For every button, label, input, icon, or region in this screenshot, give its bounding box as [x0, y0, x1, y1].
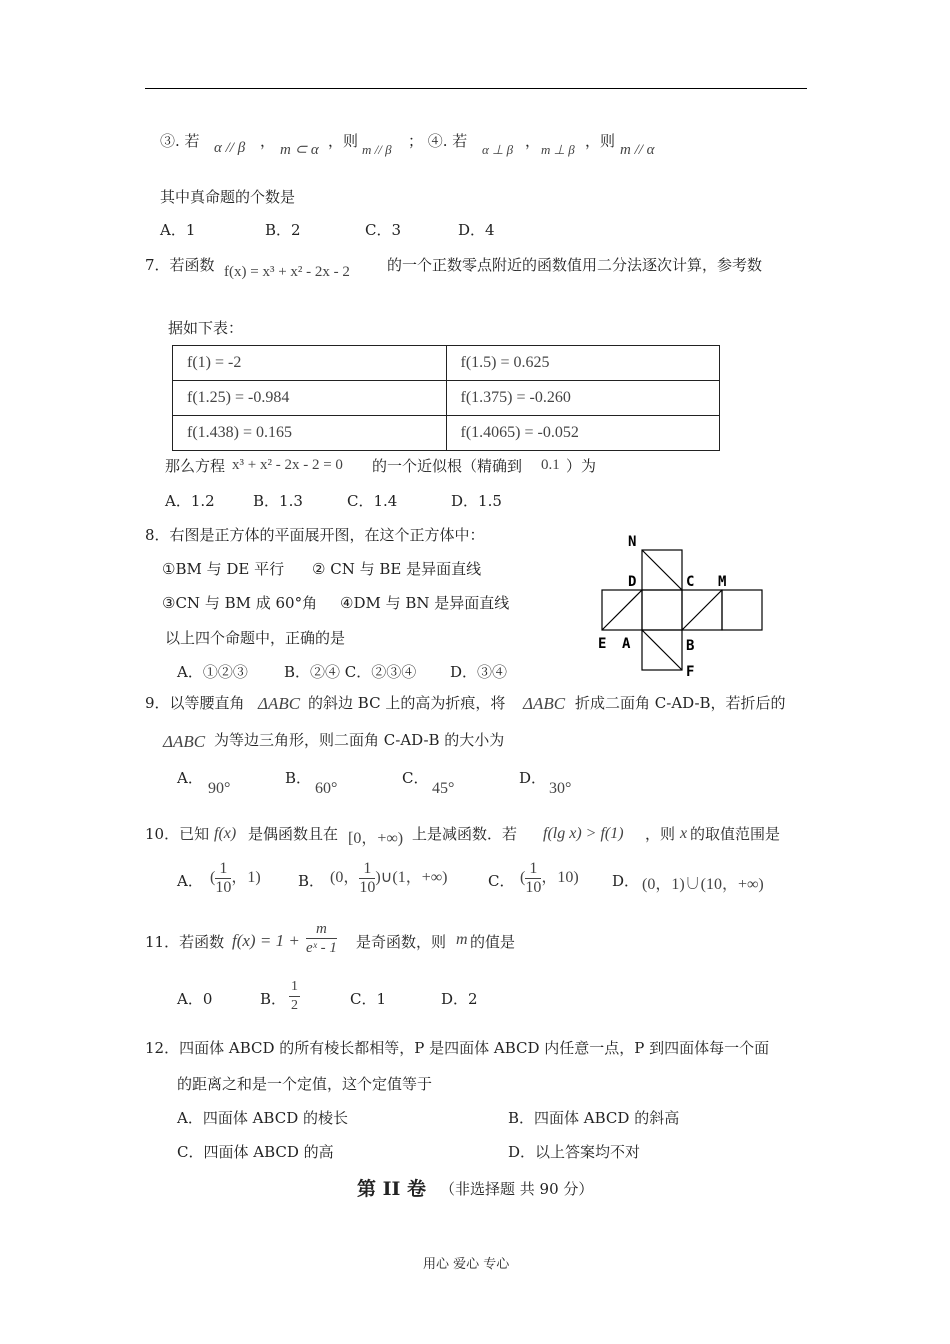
header-rule [145, 88, 807, 89]
q6-sep-2: ，则 [328, 132, 359, 150]
q9-c: 折成二面角 C-AD-B，若折后的 [575, 694, 786, 712]
fraction-denominator: 10 [359, 879, 376, 896]
q10-option-a [210, 860, 261, 897]
q7-stem-suffix: 的一个正数零点附近的函数值用二分法逐次计算，参考数 [387, 256, 763, 274]
q8-statement-3: ③CN 与 BM 成 60°角 [162, 594, 318, 612]
q7-stem-line2: 据如下表： [168, 319, 244, 337]
q7-after-b: 的一个近似根（精确到 [372, 457, 523, 475]
table-cell: f(1.25) = -0.984 [173, 381, 447, 416]
fraction-denominator: 10 [525, 879, 542, 896]
q11-fraction [306, 920, 337, 957]
q6-math-3: m // β [362, 142, 392, 157]
q10-interval: [0，+∞) [348, 830, 404, 847]
fraction-numerator: 1 [359, 860, 375, 879]
net-diagonal [642, 550, 682, 590]
q9-option-b-letter: B． [285, 769, 312, 787]
q8-statement-4: ④DM 与 BN 是异面直线 [340, 594, 510, 612]
q9-option-d-letter: D． [519, 769, 547, 787]
q7-stem-prefix: 7．若函数 [145, 256, 215, 274]
q8-option-a: A．①②③ [177, 663, 248, 681]
fraction [289, 978, 300, 1015]
q11-option-a: A．0 [177, 990, 213, 1008]
q10-option-c-close: ，10) [541, 869, 579, 887]
net-diagonal [642, 630, 682, 670]
q6-math-2: m ⊂ α [280, 142, 319, 158]
label-e: E [598, 636, 607, 652]
q12-option-d: D．以上答案均不对 [508, 1143, 641, 1161]
q11-c: 的值是 [470, 933, 516, 951]
fraction [359, 860, 375, 897]
q9-option-a-letter: A． [177, 769, 203, 787]
q10-option-a-letter: A． [177, 872, 203, 890]
q10-option-b-open: (0， [330, 869, 360, 887]
q7-precision: 0.1 [541, 457, 560, 473]
q10-x: x [680, 825, 688, 842]
net-square-center [642, 590, 682, 630]
q10-c: 上是减函数．若 [412, 825, 518, 843]
fraction-numerator: 1 [289, 978, 300, 997]
fraction-numerator: m [306, 920, 337, 939]
q11-m: m [456, 931, 468, 948]
fraction-denominator: eˣ - 1 [306, 940, 337, 956]
fraction-denominator: 10 [215, 879, 232, 896]
q8-option-b-c: B．②④ C．②③④ [284, 663, 417, 681]
q6-question: 其中真命题的个数是 [160, 188, 296, 206]
fraction-numerator: 1 [525, 860, 541, 879]
q10-option-b-letter: B． [298, 872, 325, 890]
q6-option-b: B．2 [265, 221, 301, 239]
q10-option-c-letter: C． [488, 872, 515, 890]
fraction [525, 860, 541, 897]
part2-subtitle: （非选择题 共 90 分） [440, 1180, 594, 1198]
q7-value-table [172, 345, 720, 451]
q7-option-b: B．1.3 [253, 492, 303, 510]
fraction [306, 920, 337, 957]
q6-sep-3: ， [525, 132, 541, 150]
table-row [173, 416, 720, 451]
q10-fx: f(x) [214, 825, 237, 842]
q6-sep-1: ， [260, 132, 276, 150]
fraction-numerator: 1 [215, 860, 231, 879]
net-square-far-right [722, 590, 762, 630]
q11-a: 11．若函数 [145, 933, 225, 951]
q10-option-a-close: ，1) [231, 869, 261, 887]
q10-b: 是偶函数且在 [248, 825, 339, 843]
q8-option-d: D．③④ [450, 663, 508, 681]
q6-math-6: m // α [620, 142, 655, 158]
q11-b: 是奇函数，则 [356, 933, 447, 951]
q9-d: 为等边三角形，则二面角 C-AD-B 的大小为 [214, 731, 505, 749]
q6-option-a: A．1 [160, 221, 196, 239]
label-m: M [718, 574, 727, 590]
q9-a: 9．以等腰直角 [145, 694, 245, 712]
table-cell: f(1) = -2 [173, 346, 447, 381]
q10-e: 的取值范围是 [690, 825, 781, 843]
q8-statement-2: ② CN 与 BE 是异面直线 [312, 560, 482, 578]
label-d: D [628, 574, 637, 590]
q12-option-b: B．四面体 ABCD 的斜高 [508, 1109, 680, 1127]
q7-option-d: D．1.5 [451, 492, 502, 510]
q11-option-b-value [289, 978, 300, 1015]
q6-option-c: C．3 [365, 221, 402, 239]
q8-stem: 8．右图是正方体的平面展开图，在这个正方体中： [145, 526, 485, 544]
label-n: N [628, 534, 637, 550]
q10-d: ，则 [645, 825, 676, 843]
page-footer: 用心 爱心 专心 [423, 1257, 510, 1272]
q7-option-a: A．1.2 [165, 492, 215, 510]
q10-option-a-open: ( [210, 869, 216, 887]
q6-sep-4: ，则 [585, 132, 616, 150]
q11-option-b-letter: B． [260, 990, 287, 1008]
label-f: F [686, 664, 695, 680]
table-cell: f(1.4065) = -0.052 [446, 416, 720, 451]
q6-math-4: α ⊥ β [482, 142, 514, 157]
q10-option-b-close: )∪(1，+∞) [375, 869, 448, 887]
part2-title: 第 II 卷 [357, 1178, 427, 1200]
q11-option-d: D．2 [441, 990, 478, 1008]
table-cell: f(1.5) = 0.625 [446, 346, 720, 381]
q9-triangle-3: ΔABC [163, 732, 206, 751]
net-diagonal [682, 590, 722, 630]
q9-b: 的斜边 BC 上的高为折痕，将 [308, 694, 506, 712]
q6-option-d: D．4 [458, 221, 495, 239]
q12-line2: 的距离之和是一个定值，这个定值等于 [177, 1075, 433, 1093]
fraction-denominator: 2 [291, 998, 298, 1013]
q6-prop4-label: ； ④. 若 [408, 132, 468, 150]
q8-ask: 以上四个命题中，正确的是 [165, 629, 346, 647]
q8-statement-1: ①BM 与 DE 平行 [162, 560, 285, 578]
q7-option-c: C．1.4 [347, 492, 398, 510]
q7-after-a: 那么方程 [165, 457, 226, 475]
q7-after-c: ）为 [566, 457, 597, 475]
q12-line1: 12．四面体 ABCD 的所有棱长都相等，P 是四面体 ABCD 内任意一点，P 到四面体每一个面 [145, 1039, 770, 1057]
table-row [173, 381, 720, 416]
q10-a: 10．已知 [145, 825, 210, 843]
label-c: C [686, 574, 695, 590]
label-a: A [622, 636, 631, 652]
table-cell: f(1.438) = 0.165 [173, 416, 447, 451]
q6-math-5: m ⊥ β [541, 142, 575, 157]
q12-option-c: C．四面体 ABCD 的高 [177, 1143, 334, 1161]
q11-option-c: C．1 [350, 990, 387, 1008]
q9-option-c-letter: C． [402, 769, 429, 787]
q9-option-b-value: 60° [315, 780, 338, 797]
q9-triangle-1: ΔABC [258, 694, 301, 713]
q9-triangle-2: ΔABC [523, 694, 566, 713]
q10-option-c [520, 860, 579, 897]
q10-option-b [330, 860, 447, 897]
label-b: B [686, 638, 695, 654]
fraction [215, 860, 231, 897]
cube-net-figure [590, 530, 780, 685]
q10-option-d-letter: D． [612, 872, 640, 890]
q9-option-c-value: 45° [432, 780, 455, 797]
q9-option-a-value: 90° [208, 780, 231, 797]
q9-option-d-value: 30° [549, 780, 572, 797]
table-cell: f(1.375) = -0.260 [446, 381, 720, 416]
q12-option-a: A．四面体 ABCD 的棱长 [177, 1109, 349, 1127]
q7-equation: x³ + x² - 2x - 2 = 0 [232, 457, 343, 473]
q10-inequality: f(lg x) > f(1) [543, 825, 624, 842]
table-row [173, 346, 720, 381]
q11-fx: f(x) = 1 + [232, 931, 300, 950]
q10-option-d: (0，1)∪(10，+∞) [642, 876, 764, 893]
q6-prop3-label: ③. 若 [160, 132, 200, 150]
q7-function: f(x) = x³ + x² - 2x - 2 [224, 264, 350, 280]
q6-math-1: α // β [214, 140, 246, 156]
q10-option-c-open: ( [520, 869, 526, 887]
net-diagonal [602, 590, 642, 630]
